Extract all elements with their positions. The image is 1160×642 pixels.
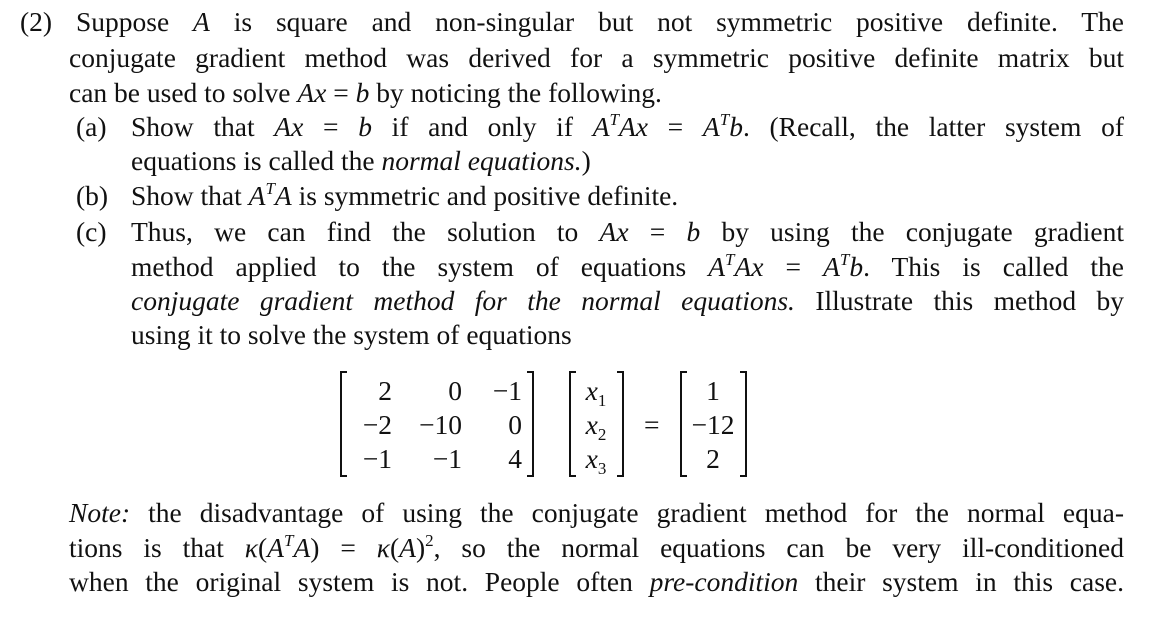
matrix-a-right-bracket bbox=[527, 371, 534, 477]
part-a-label: (a) bbox=[76, 111, 107, 142]
part-c-line-1: Thus, we can find the solution to Ax = b by using the conjugate gradient bbox=[131, 216, 1125, 247]
intro-line-1: (2) Suppose A is square and non-singular but not symmetric positive definite. The bbox=[20, 6, 1125, 37]
part-c-line-4: using it to solve the system of equations bbox=[131, 319, 572, 350]
matrix-a-cell: 0 bbox=[508, 409, 522, 440]
matrix-a-cell: −1 bbox=[432, 443, 462, 474]
matrix-a-left-bracket bbox=[340, 371, 347, 477]
part-c-label: (c) bbox=[76, 216, 107, 247]
vector-x-cell: $x_1$ bbox=[585, 375, 607, 410]
matrix-a-cell: −2 bbox=[362, 409, 392, 440]
part-b-label: (b) bbox=[76, 180, 109, 211]
matrix-a-cell: 0 bbox=[448, 375, 462, 406]
vector-b-cell: −12 bbox=[691, 409, 735, 440]
matrix-a-cell: 2 bbox=[378, 375, 392, 406]
matrix-a-cell: −1 bbox=[362, 443, 392, 474]
intro-line-3: can be used to solve Ax = b by noticing the following. bbox=[69, 77, 662, 108]
vector-b-right-bracket bbox=[740, 371, 747, 477]
matrix-a-cell: −1 bbox=[492, 375, 522, 406]
part-c-line-2: method applied to the system of equations $A^TAx = A^Tb$. This is called the bbox=[131, 250, 1125, 282]
vector-b-cell: 2 bbox=[706, 443, 720, 474]
vector-b-cell: 1 bbox=[706, 375, 720, 406]
matrix-a-cell: −10 bbox=[418, 409, 462, 440]
note-line-2: tions is that $\kappa(A^TA) = \kappa(A)^2$, so the normal equations can be very ill-conditioned bbox=[69, 531, 1125, 563]
problem-number: (2) bbox=[20, 6, 53, 37]
matrix-a-cell: 4 bbox=[508, 443, 522, 474]
matrix-equation bbox=[340, 371, 760, 479]
note-line-1: Note: the disadvantage of using the conjugate gradient method for the normal equa- bbox=[69, 497, 1124, 528]
equals-sign: = bbox=[644, 409, 660, 440]
part-a-line-1: Show that Ax = b if and only if $A^TAx = A^Tb$. (Recall, the latter system of bbox=[131, 110, 1124, 142]
vector-x-cell: $x_2$ bbox=[585, 409, 607, 444]
part-b-line-1: Show that $A^TA$ is symmetric and positive definite. bbox=[131, 179, 679, 211]
part-a-line-2: equations is called the normal equations.) bbox=[131, 145, 591, 176]
vector-x-right-bracket bbox=[617, 371, 624, 477]
note-line-3: when the original system is not. People often pre-condition their system in this case. bbox=[69, 566, 1124, 597]
intro-line-2: conjugate gradient method was derived for a symmetric positive definite matrix but bbox=[69, 42, 1124, 73]
vector-x-cell: $x_3$ bbox=[585, 443, 607, 478]
part-c-line-3: conjugate gradient method for the normal equations. Illustrate this method by bbox=[131, 285, 1124, 316]
